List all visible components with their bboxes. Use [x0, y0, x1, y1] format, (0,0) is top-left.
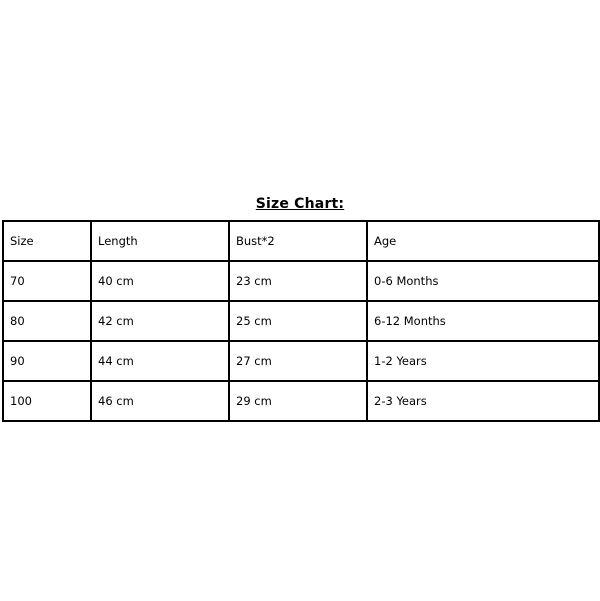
table-header-row — [3, 221, 599, 261]
table-row — [3, 301, 599, 341]
cell-size: 90 — [3, 341, 91, 381]
size-chart-table — [2, 220, 600, 422]
table-row — [3, 261, 599, 301]
cell-length: 44 cm — [91, 341, 229, 381]
cell-age: 1-2 Years — [367, 341, 599, 381]
page-title: Size Chart: — [255, 196, 345, 212]
table-row — [3, 381, 599, 421]
cell-bust: 27 cm — [229, 341, 367, 381]
cell-bust: 29 cm — [229, 381, 367, 421]
cell-size: 100 — [3, 381, 91, 421]
column-header-size: Size — [3, 221, 91, 261]
cell-length: 40 cm — [91, 261, 229, 301]
cell-age: 6-12 Months — [367, 301, 599, 341]
column-header-length: Length — [91, 221, 229, 261]
size-chart-block — [0, 196, 600, 422]
cell-length: 46 cm — [91, 381, 229, 421]
cell-size: 70 — [3, 261, 91, 301]
cell-bust: 25 cm — [229, 301, 367, 341]
table-row — [3, 341, 599, 381]
cell-size: 80 — [3, 301, 91, 341]
cell-age: 2-3 Years — [367, 381, 599, 421]
cell-age: 0-6 Months — [367, 261, 599, 301]
cell-length: 42 cm — [91, 301, 229, 341]
cell-bust: 23 cm — [229, 261, 367, 301]
column-header-bust: Bust*2 — [229, 221, 367, 261]
column-header-age: Age — [367, 221, 599, 261]
